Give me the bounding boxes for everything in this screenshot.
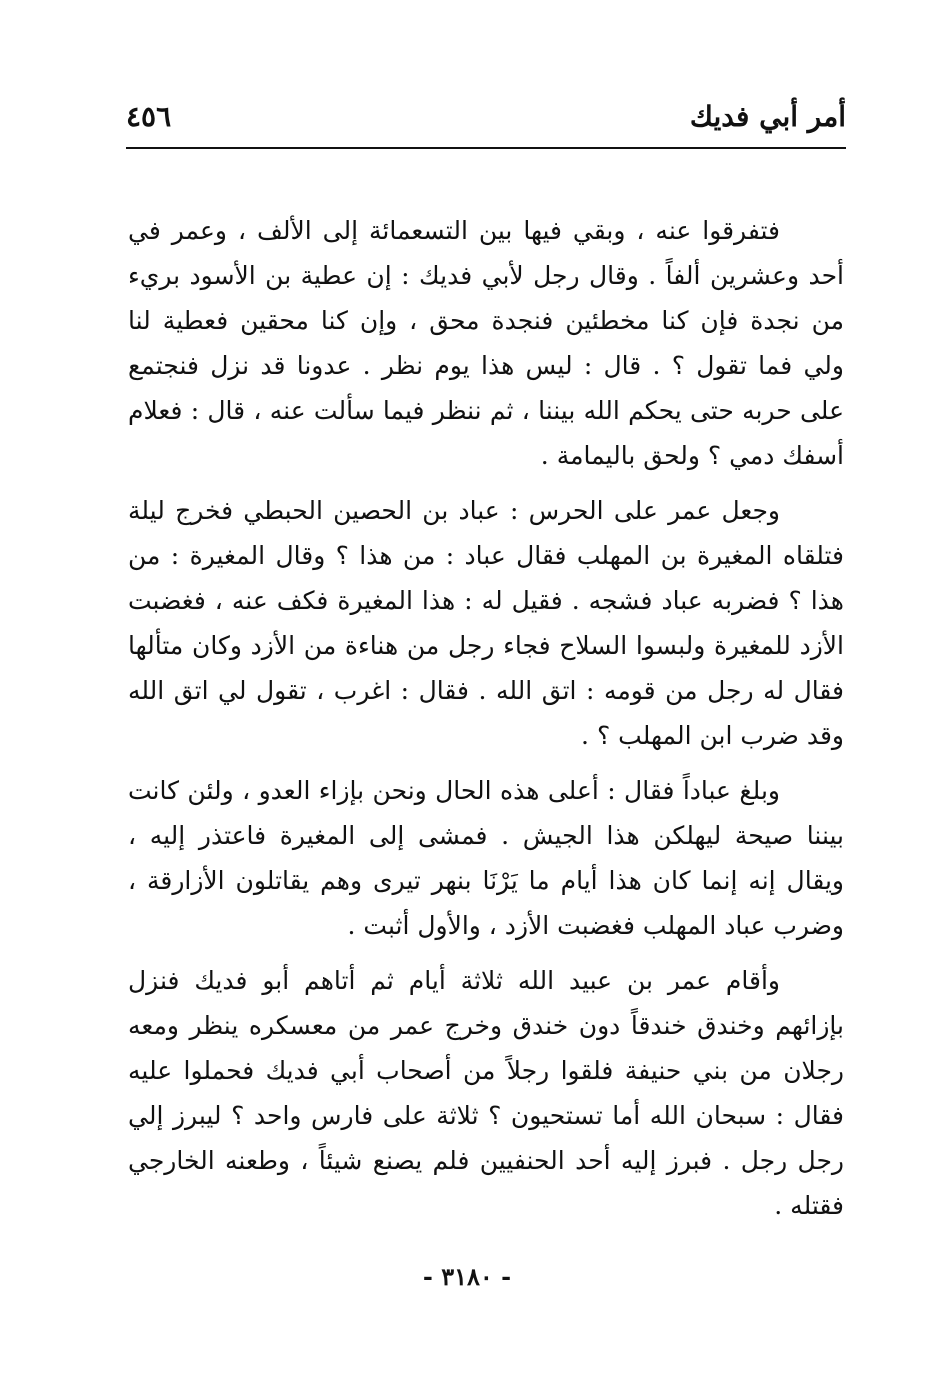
body-text [128,208,844,1238]
paragraph-3: وبلغ عباداً فقال : أعلى هذه الحال ونحن بإزاء العدو ، ولئن كانت بيننا صيحة ليهلكن هذا الجيش . فمشى إلى المغيرة فاعتذر إليه ، ويقال إنه إنما كان هذا أيام ما يَرْنَا بنهر تيرى وهم يقاتلون الأزارقة ، وضرب عباد المهلب فغضبت الأزد ، والأول أثبت . [128,776,844,940]
footer-page-number: - ٣١٨٠ - [422,1262,512,1291]
paragraph-1: فتفرقوا عنه ، وبقي فيها بين التسعمائة إلى الألف ، وعمر في أحد وعشرين ألفاً . وقال رجل لأبي فديك : إن عطية بن الأسود بريء من نجدة فإن كنا مخطئين فنجدة محق ، وإن كنا محقين فعطية لنا ولي فما تقول ؟ . قال : ليس هذا يوم نظر . عدونا قد نزل فنجتمع على حربه حتى يحكم الله بيننا ، ثم ننظر فيما سألت عنه ، قال : فعلام أسفك دمي ؟ ولحق باليمامة . [128,216,844,470]
chapter-title: أمر أبي فديك [689,100,846,133]
header-page-number: ٤٥٦ [126,100,172,133]
running-header [126,96,846,148]
header-divider [126,147,846,149]
paragraph-4: وأقام عمر بن عبيد الله ثلاثة أيام ثم أتاهم أبو فديك فنزل بإزائهم وخندق خندقاً دون خندق وخرج عمر من معسكره ينظر ومعه رجلان من بني حنيفة فلقوا رجلاً من أصحاب أبي فديك فحملوا عليه فقال : سبحان الله أما تستحيون ؟ ثلاثة على فارس واحد ؟ ليبرز إلي رجل رجل . فبرز إليه أحد الحنفيين فلم يصنع شيئاً ، وطعنه الخارجي فقتله . [128,966,844,1220]
paragraph-2: وجعل عمر على الحرس : عباد بن الحصين الحبطي فخرج ليلة فتلقاه المغيرة بن المهلب فقال عباد : من هذا ؟ وقال المغيرة : من هذا ؟ فضربه عباد فشجه . فقيل له : هذا المغيرة فكف عنه ، فغضبت الأزد للمغيرة ولبسوا السلاح فجاء رجل من هناءة من الأزد وكان متألها فقال له رجل من قومه : اتق الله . فقال : اغرب ، تقول لي اتق الله وقد ضرب ابن المهلب ؟ . [128,496,844,750]
